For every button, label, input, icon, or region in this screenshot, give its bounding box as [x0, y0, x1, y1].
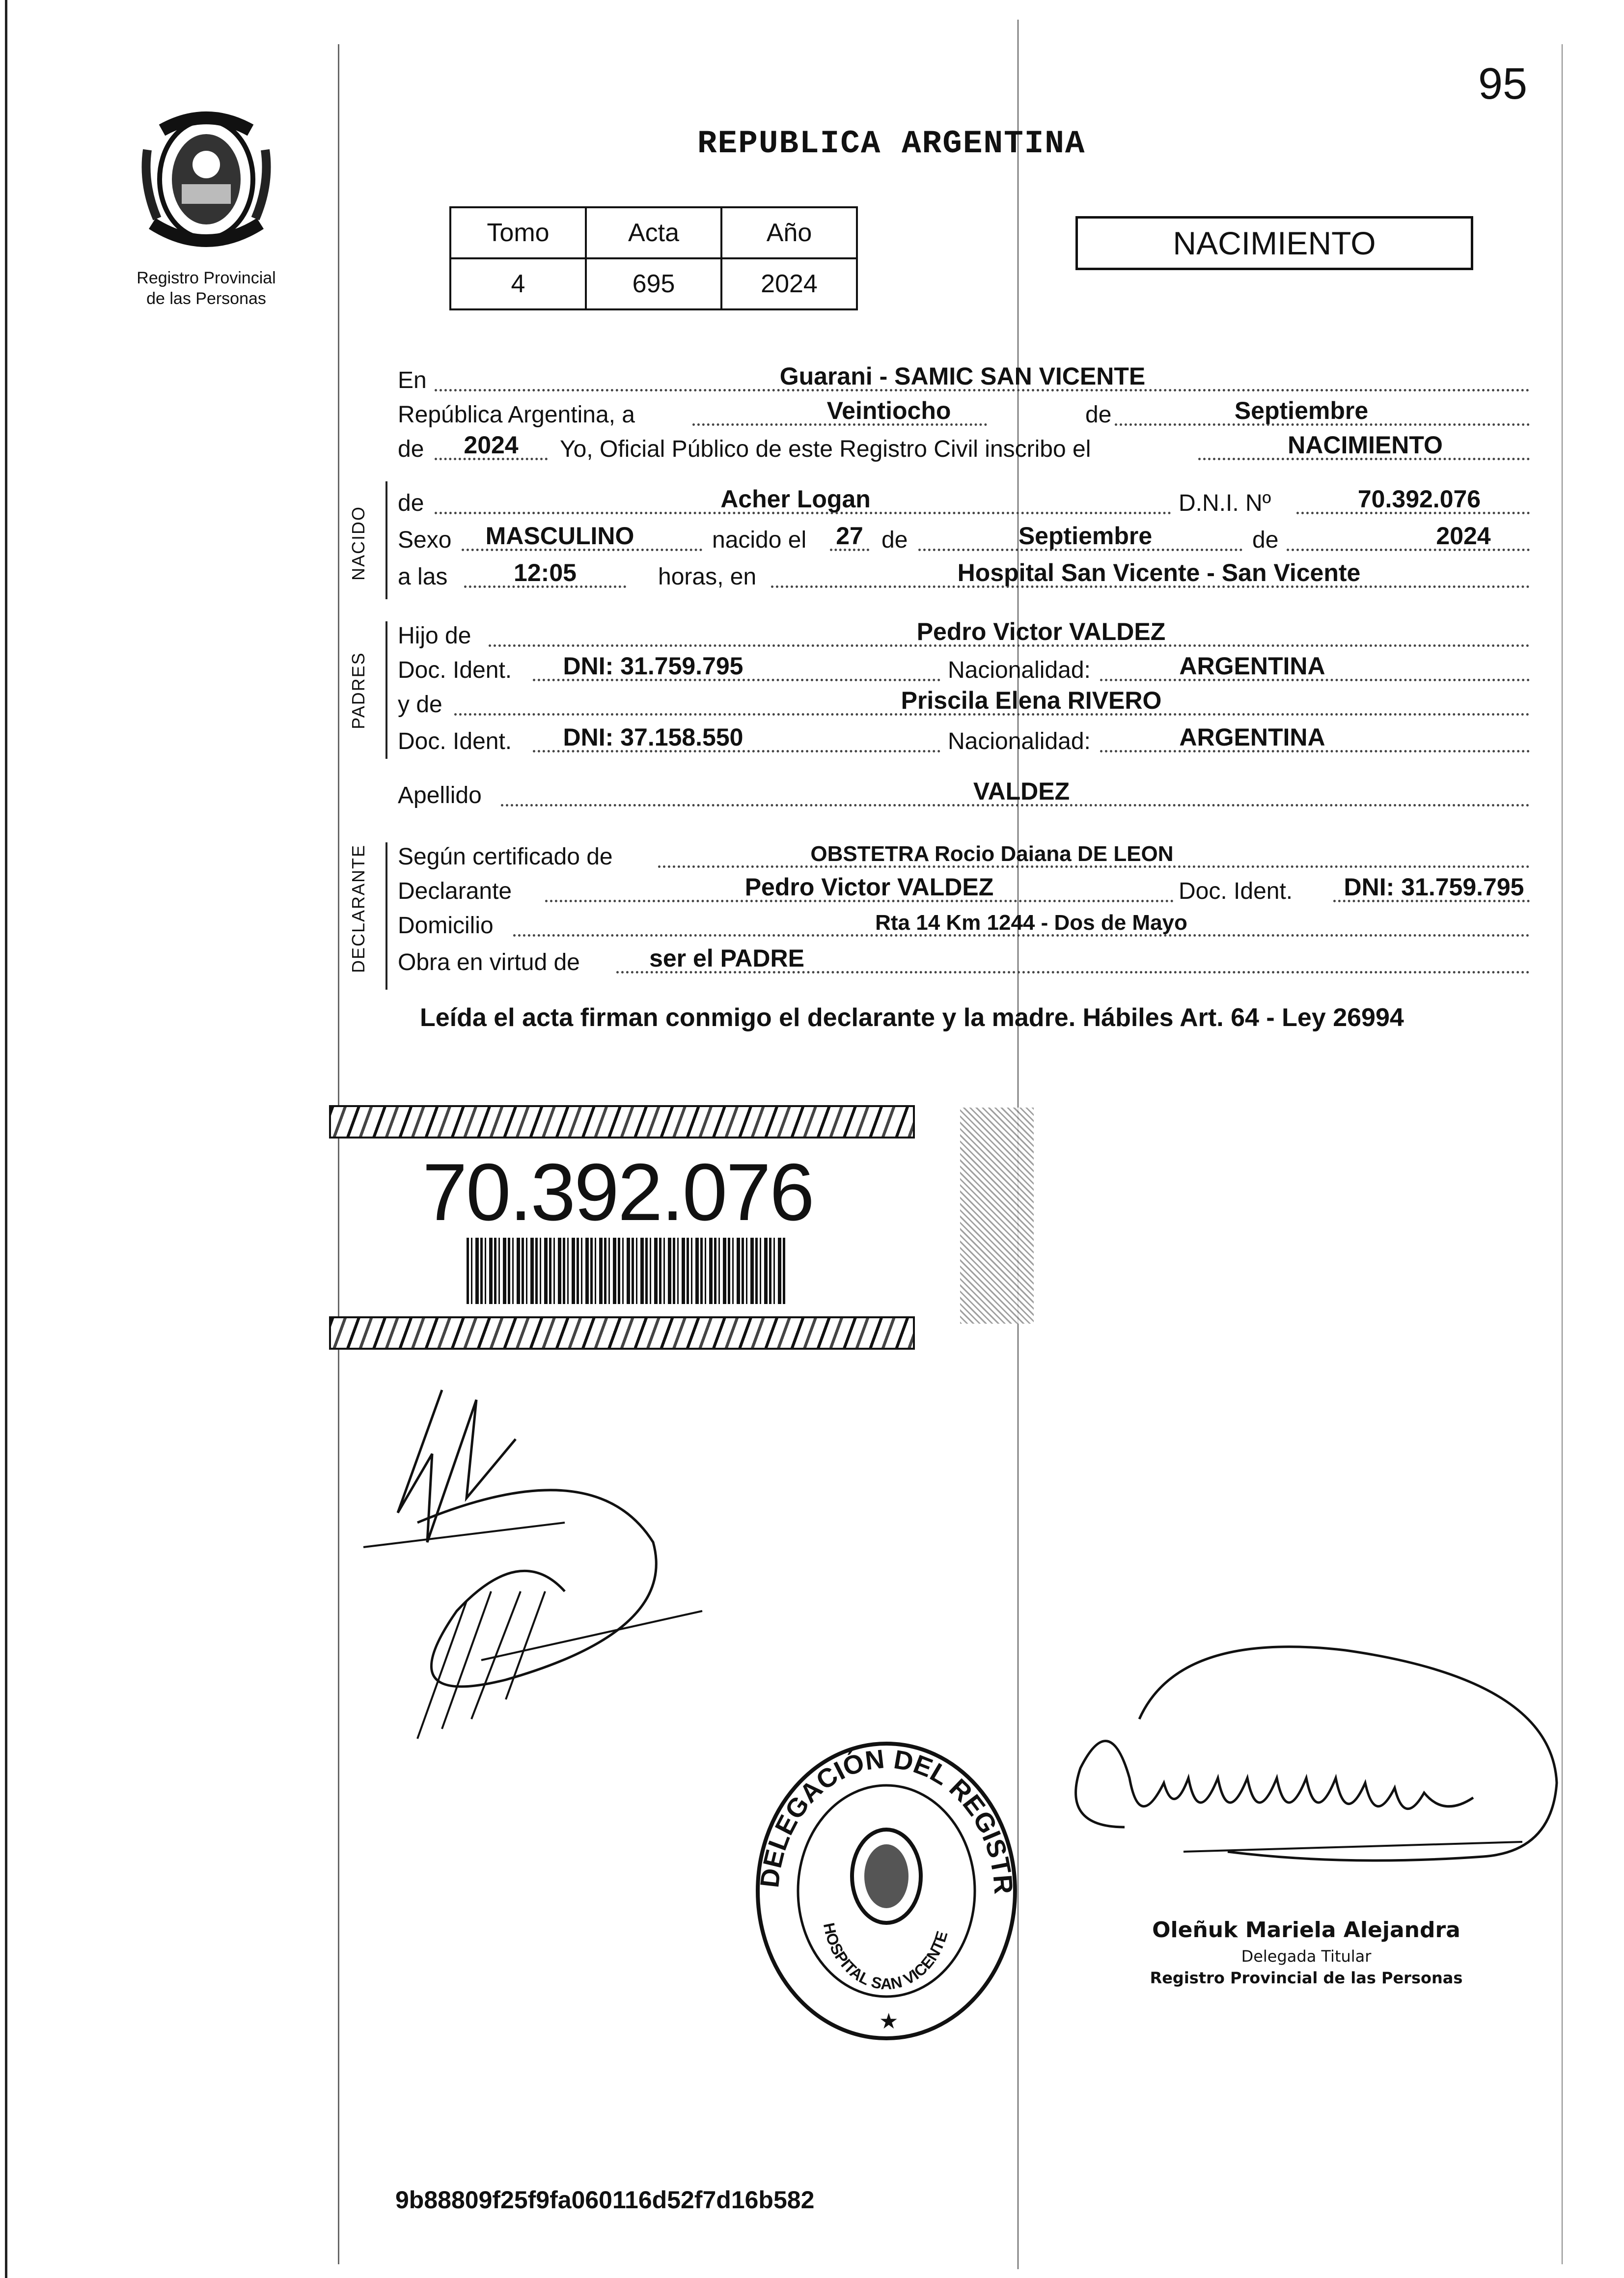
page-number: 95	[1478, 59, 1528, 109]
side-label-padres: PADRES	[348, 652, 368, 729]
barcode-number: 70.392.076	[422, 1147, 813, 1237]
value-lugar-registro: Guarani - SAMIC SAN VICENTE	[779, 362, 1146, 390]
label-doc-padre: Doc. Ident.	[398, 657, 512, 683]
row-en	[398, 361, 1530, 395]
signatory-org: Registro Provincial de las Personas	[1150, 1969, 1463, 1987]
row-doc-padre	[398, 651, 1530, 685]
value-decl-doc: DNI: 31.759.795	[1344, 873, 1524, 901]
security-stripe-top	[329, 1105, 915, 1139]
label-dni: D.N.I. Nº	[1179, 490, 1271, 516]
value-nacido-anio: 2024	[1436, 522, 1491, 550]
row-doc-madre	[398, 722, 1530, 756]
row-madre	[398, 685, 1530, 720]
side-label-nacido: NACIDO	[348, 506, 368, 581]
province-logo	[133, 111, 280, 258]
row-sexo	[398, 521, 1530, 555]
left-margin-line	[5, 0, 7, 2278]
row-declarante	[398, 872, 1530, 906]
star-icon: ★	[879, 2009, 899, 2034]
registry-label-line2: de las Personas	[146, 289, 266, 308]
value-sexo: MASCULINO	[485, 522, 634, 550]
value-hora: 12:05	[514, 559, 577, 586]
value-domicilio: Rta 14 Km 1244 - Dos de Mayo	[875, 911, 1187, 935]
value-madre: Priscila Elena RIVERO	[901, 687, 1162, 714]
closing-text: Leída el acta firman conmigo el declarante y la madre. Hábiles Art. 64 - Ley 26994	[420, 1003, 1404, 1032]
label-certificado: Según certificado de	[398, 844, 613, 870]
inner-margin-line	[338, 44, 339, 2264]
value-doc-padre: DNI: 31.759.795	[563, 652, 743, 680]
security-hologram	[960, 1108, 1034, 1324]
value-declarante: Pedro Victor VALDEZ	[744, 873, 994, 901]
label-domicilio: Domicilio	[398, 913, 494, 939]
record-table	[449, 206, 858, 310]
table-value-acta: 695	[586, 258, 721, 309]
value-anio: 2024	[464, 431, 519, 459]
table-value-anio: 2024	[721, 258, 857, 309]
row-apellido	[398, 776, 1530, 810]
row-fecha	[398, 395, 1530, 430]
right-margin-line	[1562, 44, 1563, 2264]
label-nacido-de: de	[881, 527, 908, 553]
table-header-tomo: Tomo	[450, 207, 586, 258]
value-lugar-nacimiento: Hospital San Vicente - San Vicente	[957, 559, 1361, 586]
official-signature	[1051, 1621, 1571, 1896]
value-padre: Pedro Victor VALDEZ	[916, 618, 1166, 645]
value-doc-madre: DNI: 37.158.550	[563, 723, 743, 751]
row-anio-inscribo	[398, 430, 1530, 464]
value-mes: Septiembre	[1234, 397, 1369, 424]
label-de-nombre: de	[398, 490, 424, 516]
row-obra	[398, 943, 1530, 977]
row-domicilio	[398, 906, 1530, 941]
record-type: NACIMIENTO	[1173, 225, 1376, 261]
label-declarante: Declarante	[398, 878, 512, 904]
label-hijo-de: Hijo de	[398, 623, 471, 649]
value-obra: ser el PADRE	[649, 945, 804, 972]
registry-label	[118, 268, 295, 309]
document-hash: 9b88809f25f9fa060116d52f7d16b582	[395, 2186, 815, 2214]
value-nac-padre: ARGENTINA	[1179, 652, 1325, 680]
value-dia: Veintiocho	[826, 397, 951, 424]
signatory-name: Oleñuk Mariela Alejandra	[1152, 1917, 1460, 1943]
label-nac-padre: Nacionalidad:	[948, 657, 1091, 683]
value-nac-madre: ARGENTINA	[1179, 723, 1325, 751]
label-sexo: Sexo	[398, 527, 452, 553]
label-republica: República Argentina, a	[398, 402, 635, 428]
label-doc-madre: Doc. Ident.	[398, 728, 512, 754]
row-nombre	[398, 484, 1530, 518]
row-certificado	[398, 837, 1530, 872]
label-de2: de	[398, 436, 424, 462]
row-padre	[398, 616, 1530, 651]
seal-outer-text: DELEGACIÓN DEL REGISTR	[755, 1744, 1018, 1895]
label-obra: Obra en virtud de	[398, 949, 580, 975]
official-seal	[749, 1734, 1024, 2048]
label-nacido-de2: de	[1252, 527, 1279, 553]
label-apellido: Apellido	[398, 782, 482, 808]
declarant-signature	[358, 1336, 712, 1768]
label-yo: Yo, Oficial Público de este Registro Civil inscribo el	[560, 436, 1091, 462]
record-type-box	[1075, 216, 1473, 270]
row-hora	[398, 557, 1530, 592]
signatory-title: Delegada Titular	[1241, 1947, 1372, 1966]
value-inscribo: NACIMIENTO	[1288, 431, 1443, 459]
seal-inner-text: HOSPITAL SAN VICENTE	[820, 1921, 951, 1993]
value-apellido: VALDEZ	[973, 778, 1070, 805]
side-label-declarante: DECLARANTE	[348, 844, 368, 973]
label-en: En	[398, 367, 427, 393]
label-nac-madre: Nacionalidad:	[948, 728, 1091, 754]
page-title: REPUBLICA ARGENTINA	[697, 125, 1086, 162]
signatory-block	[1139, 1916, 1473, 1988]
label-nacido-el: nacido el	[712, 527, 807, 553]
label-y-de: y de	[398, 692, 442, 718]
value-nacido-mes: Septiembre	[1018, 522, 1153, 550]
table-header-anio: Año	[721, 207, 857, 258]
label-a-las: a las	[398, 564, 448, 590]
barcode	[467, 1238, 786, 1304]
table-header-acta: Acta	[586, 207, 721, 258]
value-nacido-dia: 27	[836, 522, 863, 550]
table-value-tomo: 4	[450, 258, 586, 309]
value-certificado: OBSTETRA Rocio Daiana DE LEON	[810, 842, 1174, 866]
value-dni: 70.392.076	[1357, 485, 1481, 513]
label-decl-doc: Doc. Ident.	[1179, 878, 1293, 904]
label-horas-en: horas, en	[658, 564, 757, 590]
value-nombre: Acher Logan	[720, 485, 871, 513]
registry-label-line1: Registro Provincial	[137, 269, 276, 287]
label-de: de	[1085, 402, 1112, 428]
